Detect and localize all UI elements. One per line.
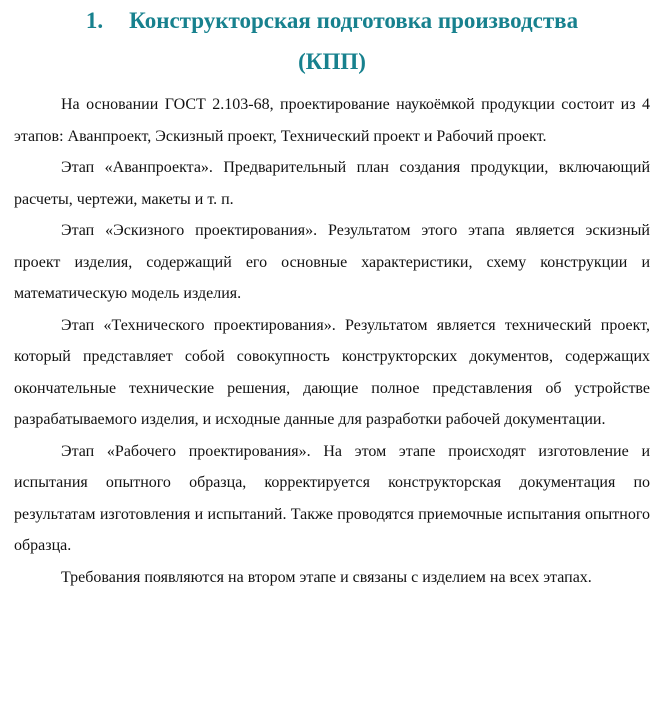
section-title-line2: (КПП) (298, 49, 366, 74)
paragraph-intro: На основании ГОСТ 2.103-68, проектирование наукоёмкой продукции состоит из 4 этапов: Аванпроект, Эскизный проект, Технический проект и Рабочий проект. (14, 96, 650, 145)
paragraph-avanproject: Этап «Аванпроекта». Предварительный план создания продукции, включающий расчеты, чертежи, макеты и т. п. (14, 159, 650, 208)
section-title-line1: Конструкторская подготовка производства (129, 8, 579, 33)
section-heading (14, 0, 650, 82)
paragraph-working-design: Этап «Рабочего проектирования». На этом этапе происходят изготовление и испытания опытного образца, корректируется конструкторская документация по результатам изготовления и испытаний. Также проводятся приемочные испытания опытного образца. (14, 442, 650, 554)
paragraph-requirements: Требования появляются на втором этапе и связаны с изделием на всех этапах. (61, 568, 592, 586)
paragraph-sketch-design: Этап «Эскизного проектирования». Результатом этого этапа является эскизный проект изделия, содержащий его основные характеристики, схему конструкции и математическую модель изделия. (14, 222, 650, 302)
document-page (14, 0, 650, 593)
section-number: 1. (85, 8, 104, 33)
body-text (14, 89, 650, 593)
paragraph-technical-design: Этап «Технического проектирования». Результатом является технический проект, который представляет собой совокупность конструкторских документов, содержащих окончательные технические решения, дающие полное представления об устройстве разрабатываемого изделия, и исходные данные для разработки рабочей документации. (14, 316, 650, 428)
